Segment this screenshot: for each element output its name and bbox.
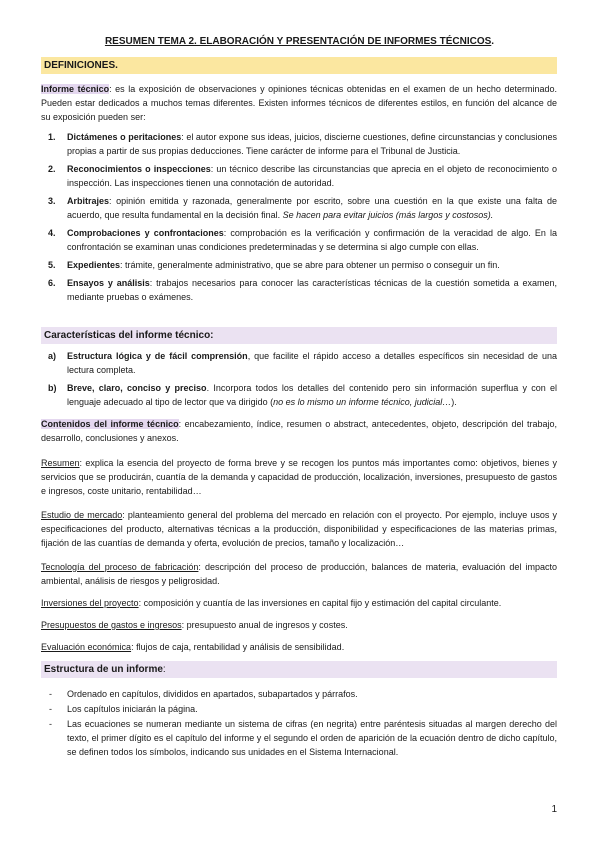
list-item: 5. Expedientes: trámite, generalmente administrativo, que se abre para obtener un permiso o conseguir un fin. xyxy=(48,260,500,270)
page-number: 1 xyxy=(551,804,557,815)
contenidos-paragraph: Contenidos del informe técnico: encabezamiento, índice, resumen o abstract, antecedentes, objeto, descripción del trabajo, desarrollo, conclusiones y anexos. xyxy=(41,419,557,443)
list-item: 4. Comprobaciones y confrontaciones: comprobación es la verificación y confirmación de la veracidad de algo. En la confrontación se examinan unas condiciones predeterminadas y se determina si algo cumple con ellas. xyxy=(48,228,558,252)
section-estudio-mercado: Estudio de mercado: planteamiento general del problema del mercado en relación con el proyecto. Por ejemplo, incluye usos y especificaciones del producto, alternativas técnicas a la producción, disponibilidad y especificaciones de las materias primas, fijación de las cuantías de demanda y oferta, evolución de precios, tamaño y localización… xyxy=(41,510,558,548)
caracteristicas-header: Características del informe técnico: xyxy=(41,327,557,344)
section-evaluacion: Evaluación económica: flujos de caja, rentabilidad y análisis de sensibilidad. xyxy=(41,642,345,652)
estructura-list xyxy=(41,687,557,760)
title-text: RESUMEN TEMA 2. ELABORACIÓN Y PRESENTACIÓN DE INFORMES TÉCNICOS xyxy=(104,36,492,47)
characteristics-list xyxy=(41,349,557,413)
contenidos-term: Contenidos del informe técnico xyxy=(41,419,179,429)
list-item: b) Breve, claro, conciso y preciso. Incorpora todos los detalles del contenido pero sin información superflua y con el lenguaje adecuado al tipo de lector que va dirigido (no es lo mismo un informe técnico, judicial…). xyxy=(48,383,557,407)
list-item: 1. Dictámenes o peritaciones: el autor expone sus ideas, juicios, discierne cuestiones, define circunstancias y conclusiones propias a partir de sus propias deducciones. Tiene carácter de informe para el Tribunal de Justicia. xyxy=(48,132,557,156)
document-title: RESUMEN TEMA 2. ELABORACIÓN Y PRESENTACIÓN DE INFORMES TÉCNICOS. xyxy=(104,36,495,47)
list-item: a) Estructura lógica y de fácil comprensión, que facilite el rápido acceso a detalles específicos sin necesidad de una lectura completa. xyxy=(48,351,557,375)
list-item: 3. Arbitrajes: opinión emitida y razonada, generalmente por escrito, sobre una cuestión en la que existe una falta de acuerdo, que resulta fundamental en la decisión final. Se hacen para evitar juicios (más largos y costosos). xyxy=(48,196,557,220)
section-presupuestos: Presupuestos de gastos e ingresos: presupuesto anual de ingresos y costes. xyxy=(41,620,348,630)
list-item: 2. Reconocimientos o inspecciones: un técnico describe las circunstancias que aprecia en el objeto de reconocimiento o inspección. Las inspecciones tienen una connotación de autoridad. xyxy=(48,164,557,188)
definiciones-header: DEFINICIONES. xyxy=(41,57,557,74)
informe-tecnico-term: Informe técnico xyxy=(41,84,110,94)
estructura-header: Estructura de un informe: xyxy=(41,661,557,678)
informe-tecnico-paragraph: Informe técnico: es la exposición de observaciones y opiniones técnicas obtenidas en el examen de un hecho determinado. Pueden estar dedicados a muchos temas diferentes. Existen informes técnicos de diferentes estilos, en función del alcance de su exposición pueden ser: xyxy=(41,84,558,122)
section-tecnologia: Tecnología del proceso de fabricación: descripción del proceso de producción, balances de materia, evaluación del impacto ambiental, análisis de riesgos y peligrosidad. xyxy=(41,562,557,586)
list-item: - Los capítulos iniciarán la página. xyxy=(41,702,557,716)
list-item: 6. Ensayos y análisis: trabajos necesarios para conocer las características técnicas de la cuestión sometida a examen, mediante pruebas o exámenes. xyxy=(48,278,557,302)
types-list xyxy=(41,130,557,308)
section-inversiones: Inversiones del proyecto: composición y cuantía de las inversiones en capital fijo y estimación del capital circulante. xyxy=(41,598,502,608)
list-item: - Ordenado en capítulos, divididos en apartados, subapartados y párrafos. xyxy=(41,687,557,701)
section-resumen: Resumen: explica la esencia del proyecto de forma breve y se recogen los puntos más importantes como: objetivos, bienes y servicios que se producirán, cuantía de la demanda y capacidad de producción, localización, inversiones, presupuesto de gastos e ingresos, coste unitario, rentabilidad… xyxy=(41,458,557,496)
list-item: - Las ecuaciones se numeran mediante un sistema de cifras (en negrita) entre paréntesis situadas al margen derecho del texto, el primer dígito es el capítulo del informe y el segundo el orden de aparición de la ecuación dentro de dicho capítulo, se definen todos los símbolos, indicando sus unidades en el Sistema Internacional. xyxy=(41,717,557,759)
